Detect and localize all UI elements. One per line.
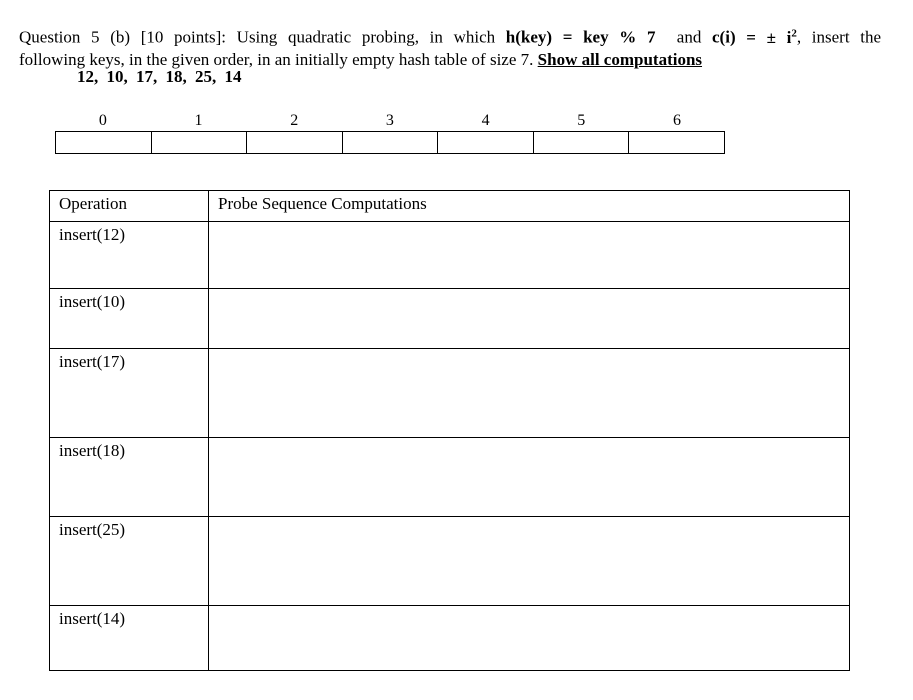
index-label: 1 bbox=[194, 112, 203, 129]
question-line-1 bbox=[19, 22, 881, 49]
collision-function: c(i) bbox=[712, 27, 736, 47]
show-computations-emphasis: Show all computations bbox=[537, 49, 703, 69]
key-list: 12, 10, 17, 18, 25, 14 bbox=[77, 67, 242, 86]
collision-formula: = ± i bbox=[735, 27, 792, 47]
exponent: 2 bbox=[791, 27, 797, 39]
table-row bbox=[50, 349, 850, 438]
computations-cell[interactable] bbox=[209, 438, 850, 517]
operation-cell: insert(25) bbox=[50, 517, 209, 606]
question-text bbox=[19, 22, 881, 71]
index-label: 3 bbox=[385, 112, 394, 129]
table-row bbox=[50, 222, 850, 289]
index-label: 0 bbox=[98, 112, 107, 129]
question-line-2-text: following keys, in the given order, in an initially empty hash table of size 7. bbox=[19, 49, 538, 69]
hash-slot-1[interactable] bbox=[151, 132, 247, 154]
index-label: 5 bbox=[577, 112, 586, 129]
computations-cell[interactable] bbox=[209, 289, 850, 349]
operation-cell: insert(18) bbox=[50, 438, 209, 517]
index-label: 4 bbox=[481, 112, 490, 129]
table-header-row bbox=[50, 191, 850, 222]
hash-slot-2[interactable] bbox=[247, 132, 343, 154]
table-row bbox=[50, 289, 850, 349]
computations-cell[interactable] bbox=[209, 349, 850, 438]
hash-table-row bbox=[56, 132, 725, 154]
table-row bbox=[50, 438, 850, 517]
index-label: 6 bbox=[672, 112, 681, 129]
index-label: 2 bbox=[290, 112, 299, 129]
question-connector: and bbox=[676, 27, 713, 47]
operation-cell: insert(12) bbox=[50, 222, 209, 289]
operation-cell: insert(14) bbox=[50, 606, 209, 671]
question-prefix: Question 5 (b) [10 points]: Using quadratic probing, in which bbox=[19, 27, 506, 47]
question-suffix: , insert the bbox=[796, 27, 882, 47]
hash-slot-0[interactable] bbox=[56, 132, 152, 154]
computations-header: Probe Sequence Computations bbox=[209, 191, 850, 222]
table-row bbox=[50, 517, 850, 606]
operation-cell: insert(10) bbox=[50, 289, 209, 349]
computations-cell[interactable] bbox=[209, 517, 850, 606]
hash-table bbox=[55, 131, 725, 154]
table-row bbox=[50, 606, 850, 671]
hash-slot-5[interactable] bbox=[533, 132, 629, 154]
operations-table bbox=[49, 190, 850, 671]
hash-slot-6[interactable] bbox=[629, 132, 725, 154]
operation-header: Operation bbox=[50, 191, 209, 222]
hash-table-indices bbox=[55, 112, 725, 130]
computations-cell[interactable] bbox=[209, 222, 850, 289]
hash-slot-3[interactable] bbox=[342, 132, 438, 154]
operation-cell: insert(17) bbox=[50, 349, 209, 438]
computations-cell[interactable] bbox=[209, 606, 850, 671]
hash-slot-4[interactable] bbox=[438, 132, 534, 154]
hash-function: h(key) = key % 7 bbox=[505, 27, 656, 47]
